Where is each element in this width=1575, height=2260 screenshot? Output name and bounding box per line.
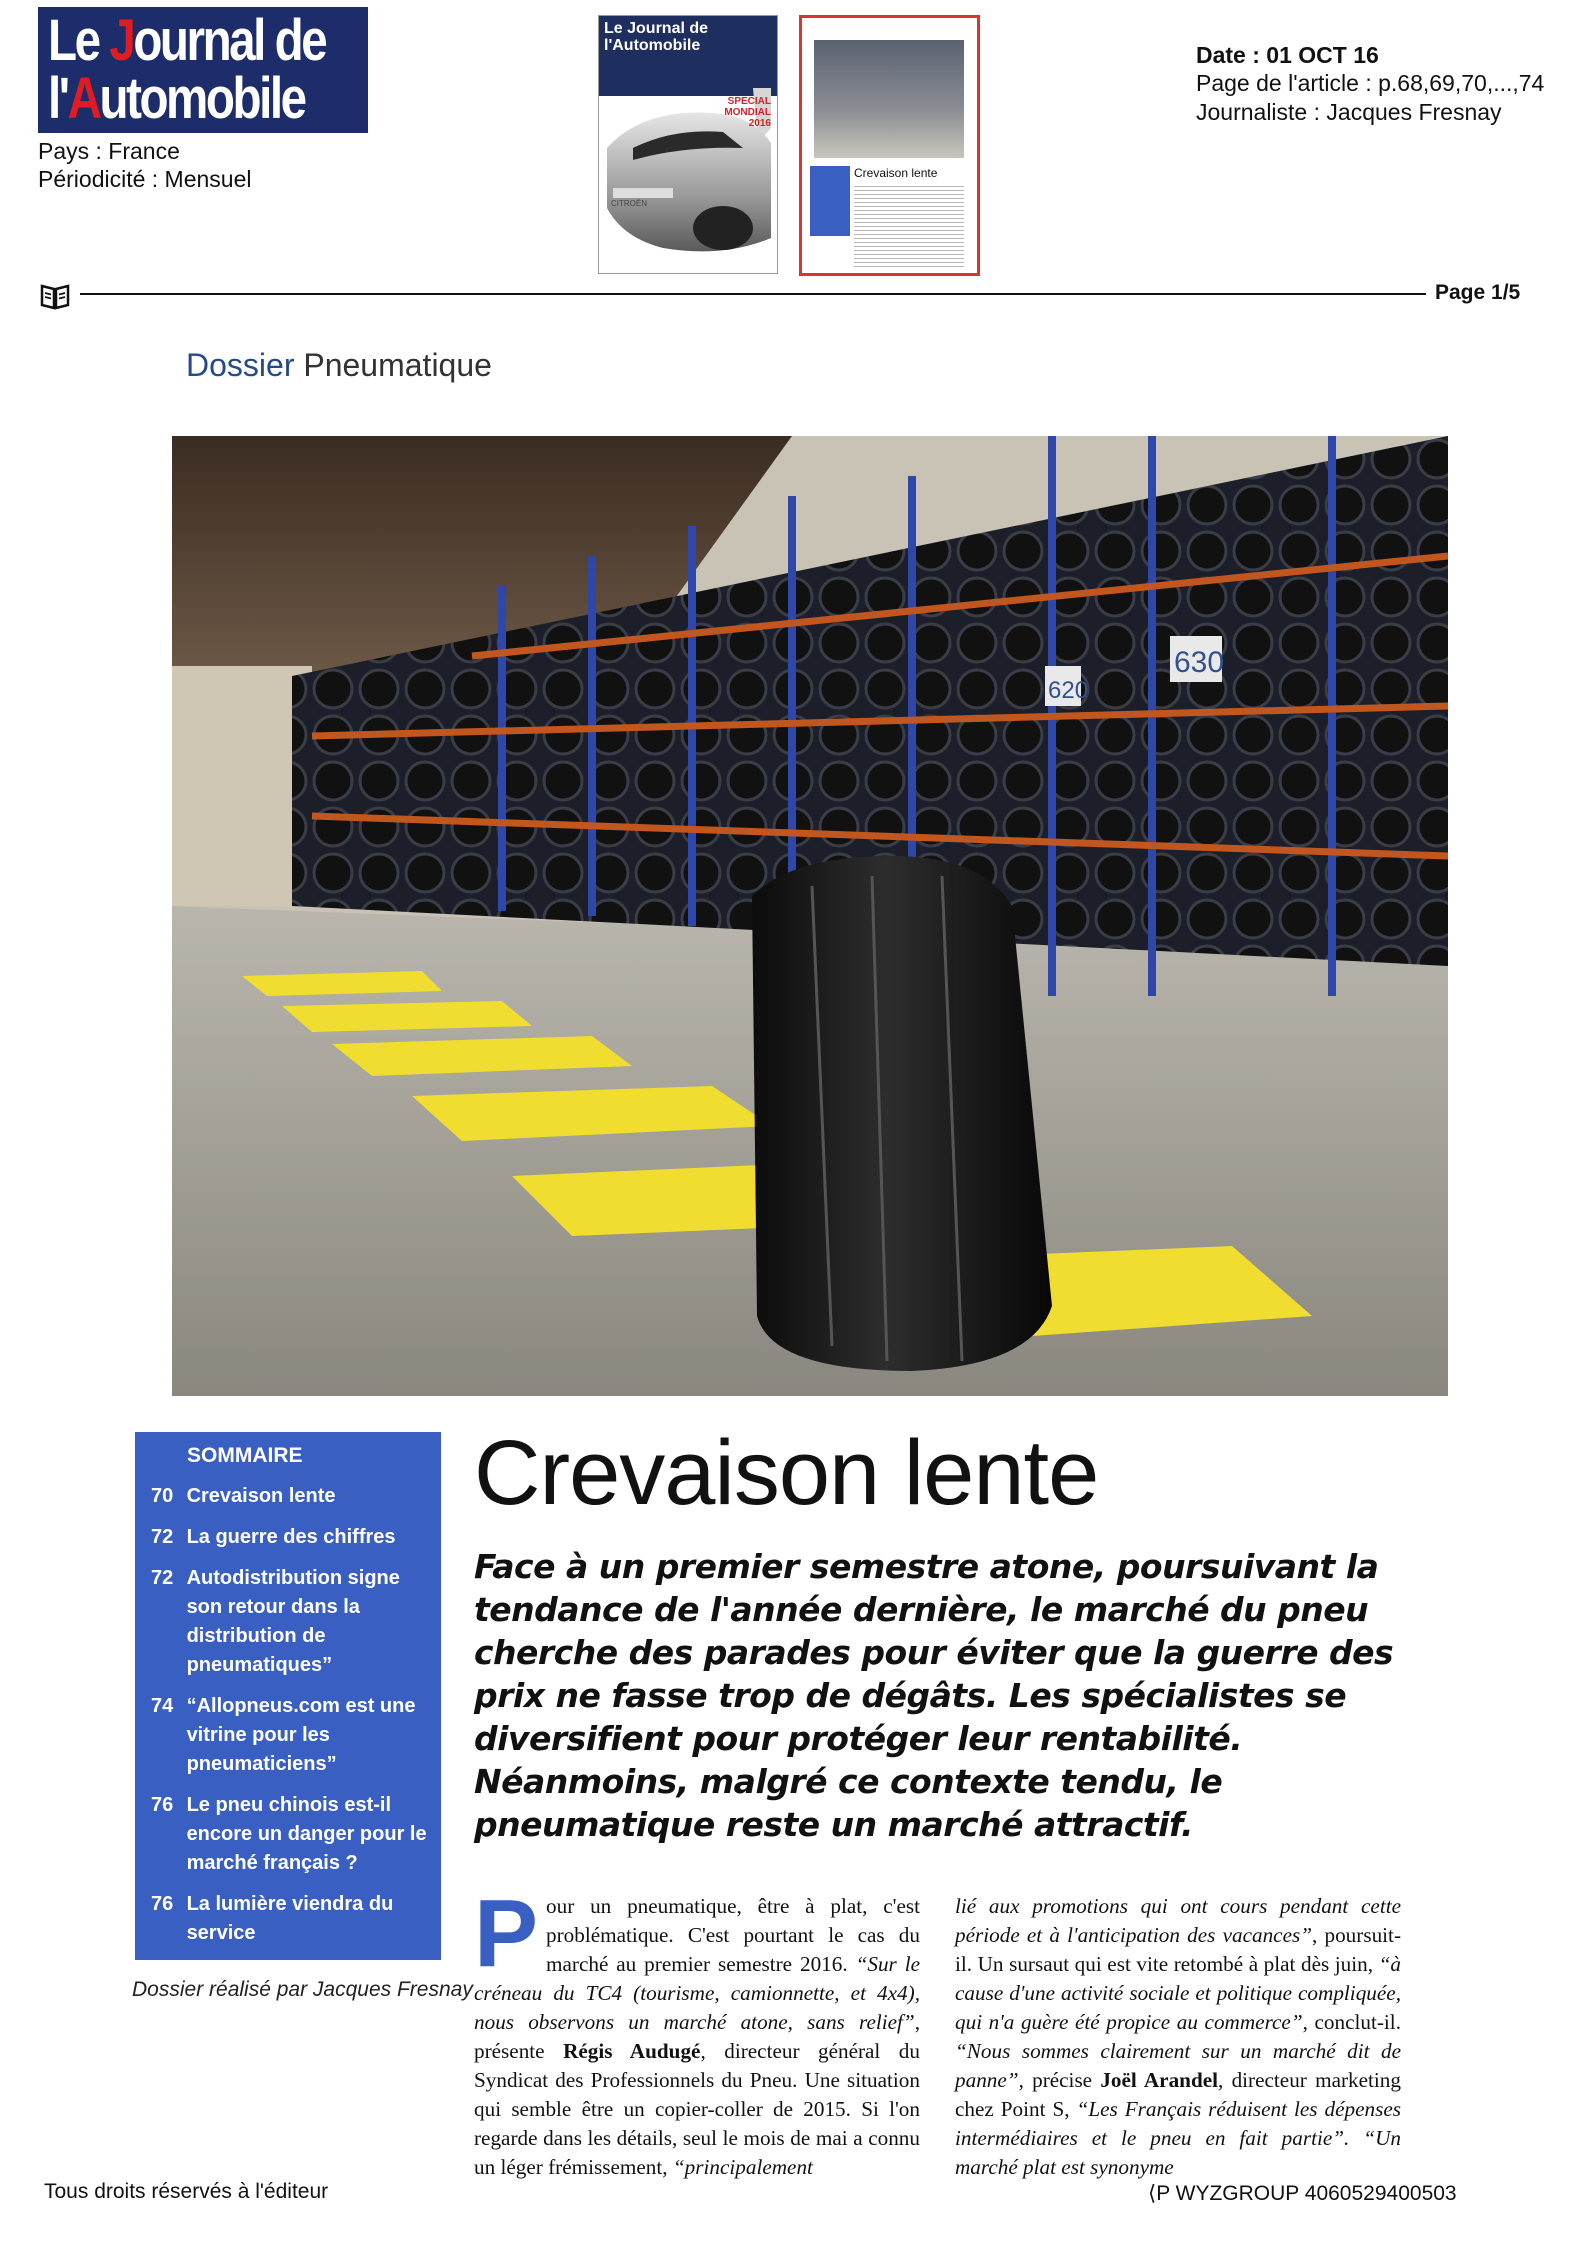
rack-label-630: 630 <box>1174 646 1225 679</box>
wyz-logo-icon: ⟨P <box>1148 2182 1176 2205</box>
thumbnail-sommaire <box>810 166 850 236</box>
article-pages: Page de l'article : p.68,69,70,...,74 <box>1196 70 1545 96</box>
sommaire-item[interactable]: 72 Autodistribution signe son retour dans la distribution de pneumatiques” <box>151 1567 400 1676</box>
header-rule <box>80 293 1426 295</box>
journalist: Journaliste : Jacques Fresnay <box>1196 99 1502 125</box>
article-standfirst: Face à un premier semestre atone, poursuivant la tendance de l'année dernière, le marché du pneu cherche des parades pour éviter que la guerre des prix ne fasse trop de dégâts. Les spécialistes se diversifient pour protéger leur rentabilité. Néanmoins, malgré ce contexte tendu, le pneumatique reste un marché attractif. <box>474 1547 1394 1844</box>
country: Pays : France <box>38 138 180 164</box>
rights-notice: Tous droits réservés à l'éditeur <box>44 2180 329 2203</box>
article-page-thumbnail[interactable] <box>799 15 980 276</box>
cover-special-label: SPECIAL MONDIAL 2016 <box>724 96 771 129</box>
sommaire-item[interactable]: 74 “Allopneus.com est une vitrine pour les pneumaticiens” <box>151 1695 416 1775</box>
article-column-2: lié aux promotions qui ont cours pendant cette période et à l'anticipation des vacances”, poursuit-il. Un sursaut qui est vite retombé à plat dès juin, “à cause d'une activité sociale et politique compliquée, qui n'a guère été propice au commerce”, conclut-il. “Nous sommes clairement sur un marché dit de panne”, précise Joël Arandel, directeur marketing chez Point S, “Les Français réduisent les dépenses intermédiaires et le pneu en fait partie”. “Un marché plat est synonyme <box>955 1894 1401 2179</box>
thumbnail-photo <box>814 40 964 158</box>
sommaire-box <box>135 1432 441 1960</box>
cover-brand: CITROËN <box>611 199 647 208</box>
section-kicker: Dossier Pneumatique <box>186 347 492 383</box>
book-icon <box>40 282 70 310</box>
rack-label-620: 620 <box>1048 677 1089 704</box>
sommaire-title: SOMMAIRE <box>187 1444 303 1467</box>
dossier-credit: Dossier réalisé par Jacques Fresnay <box>132 1978 473 2001</box>
thumbnail-text <box>854 183 964 268</box>
date: Date : 01 OCT 16 <box>1196 42 1379 68</box>
page-number: Page 1/5 <box>1435 281 1521 304</box>
article-headline: Crevaison lente <box>474 1422 1099 1524</box>
cover-thumbnail[interactable] <box>598 15 778 274</box>
thumbnail-title: Crevaison lente <box>854 166 938 180</box>
sommaire-item[interactable]: 76 La lumière viendra du service <box>151 1893 394 1944</box>
logo-line-1: Le Journal de <box>48 8 326 73</box>
drop-cap: P <box>474 1880 539 1987</box>
publication-logo <box>38 7 368 133</box>
sommaire-item[interactable]: 72 La guerre des chiffres <box>151 1526 396 1548</box>
article-column-1: Pour un pneumatique, être à plat, c'est problématique. C'est pourtant le cas du marché au premier semestre 2016. “Sur le créneau du TC4 (tourisme, camionnette, et 4x4), nous observons un marché atone, sans relief”, présente Régis Audugé, directeur général du Syndicat des Professionnels du Pneu. Une situation qui semble être un copier-coller de 2015. Si l'on regarde dans les détails, seul le mois de mai a connu un léger frémissement, “principalement <box>474 1880 920 2179</box>
footer-reference: ⟨P WYZGROUP 4060529400503 <box>1148 2182 1457 2205</box>
periodicity: Périodicité : Mensuel <box>38 166 252 192</box>
warehouse-tyre-photo <box>172 436 1448 1396</box>
cover-logo: Le Journal de l'Automobile <box>604 20 709 54</box>
logo-line-2: l'Automobile <box>48 66 305 131</box>
sommaire-item[interactable]: 76 Le pneu chinois est-il encore un danger pour le marché français ? <box>151 1794 427 1874</box>
sommaire-item[interactable]: 70 Crevaison lente <box>151 1485 336 1507</box>
